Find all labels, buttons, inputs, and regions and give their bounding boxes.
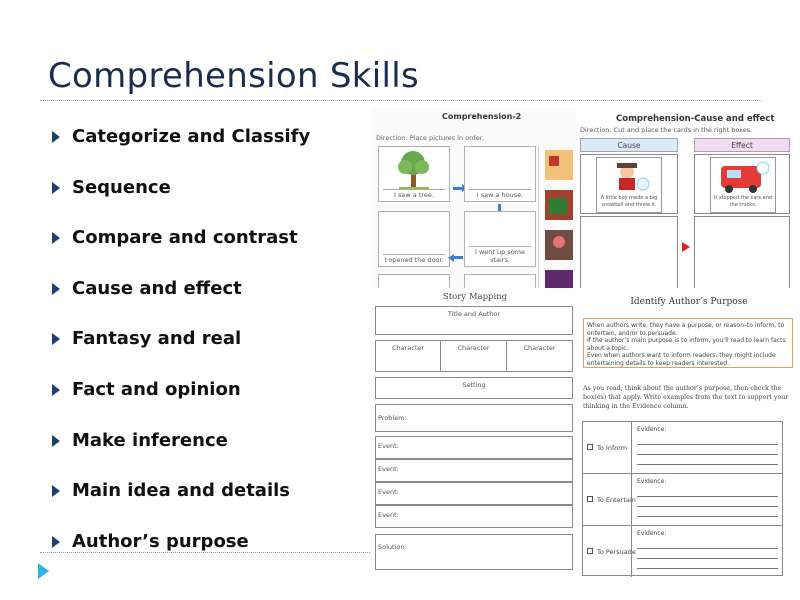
picture-strip: [538, 146, 578, 291]
skills-list: [50, 122, 310, 577]
evidence-label: Evidence:: [637, 478, 667, 485]
info-text: Even when authors want to inform readers, they might include entertaining details to keep readers interested.: [587, 352, 776, 367]
sequence-card: [464, 146, 536, 202]
skill-label: Categorize and Classify: [72, 126, 311, 147]
effect-card: [710, 157, 776, 213]
box-label: Title and Author: [447, 310, 501, 318]
solution-box: [375, 534, 573, 570]
bullet-arrow-icon: [52, 283, 60, 295]
effect-card-text: It stopped the cars and the trucks.: [713, 195, 773, 208]
corner-triangle-icon: [38, 563, 49, 579]
list-item: [50, 324, 310, 375]
instructions-text: As you read, think about the author’s purpose, then check the box(es) that apply. Write examples from the text to support your thinking in the Evidence column.: [583, 385, 789, 410]
skill-label: Compare and contrast: [72, 227, 298, 249]
evidence-label: Evidence:: [637, 530, 667, 537]
writing-line: [637, 548, 778, 549]
checkbox[interactable]: [587, 496, 593, 502]
column-divider: [631, 474, 632, 525]
list-item: [50, 426, 310, 477]
writing-line: [637, 444, 778, 445]
arrow-right-icon: [453, 187, 463, 190]
writing-line: [637, 464, 778, 465]
purpose-info-box: [583, 318, 793, 368]
slide-title: Comprehension Skills: [48, 56, 420, 96]
table-row: [583, 526, 782, 577]
character-box: [506, 340, 573, 372]
skill-label: Fact and opinion: [72, 378, 241, 400]
tree-icon: [379, 147, 449, 191]
skill-label: Main idea and details: [72, 480, 290, 502]
event-box: [375, 436, 573, 459]
box-label: Problem:: [378, 414, 407, 422]
writing-line: [637, 558, 778, 559]
problem-box: [375, 404, 573, 432]
bullet-arrow-icon: [52, 485, 60, 497]
worksheet-title: Story Mapping: [442, 292, 508, 302]
snowball-boy-icon: [597, 158, 661, 194]
sequence-caption: I went up some stairs.: [469, 246, 531, 264]
title-author-box: [375, 306, 573, 335]
box-label: Solution:: [378, 543, 407, 551]
box-label: Character: [391, 344, 425, 352]
sequence-caption: I opened the door.: [384, 256, 444, 264]
box-label: Character: [457, 344, 490, 352]
writing-line: [637, 454, 778, 455]
worksheet-title: Comprehension-Cause and effect: [616, 114, 775, 124]
sequence-card: [378, 146, 450, 202]
sequence-worksheet: [372, 108, 580, 293]
skill-label: Fantasy and real: [72, 328, 242, 350]
table-row: [583, 422, 782, 474]
cause-effect-worksheet: [576, 108, 800, 298]
cause-card-text: A little boy made a big snowball and threw it.: [600, 195, 658, 208]
purpose-option: To Inform: [597, 444, 628, 452]
writing-line: [637, 568, 778, 569]
info-text: When authors write, they have a purpose, or reason–to inform, to entertain, and/or to persuade.: [587, 322, 785, 337]
effect-header: Effect: [694, 138, 790, 152]
writing-line: [637, 496, 778, 497]
worksheet-direction: Direction: Cut and place the cards in the right boxes.: [580, 126, 753, 134]
bullet-arrow-icon: [52, 435, 60, 447]
evidence-label: Evidence:: [637, 426, 667, 433]
cause-header: Cause: [580, 138, 678, 152]
purpose-option: To Persuade: [597, 548, 636, 556]
skill-label: Author’s purpose: [72, 530, 249, 552]
purpose-table: [582, 421, 783, 576]
sequence-caption: I saw a tree.: [383, 189, 445, 199]
bullet-arrow-icon: [52, 131, 60, 143]
bullet-arrow-icon: [52, 182, 60, 194]
footer-divider: [40, 552, 370, 553]
writing-line: [637, 506, 778, 507]
box-label: Setting: [462, 381, 486, 389]
character-box: [440, 340, 507, 372]
column-divider: [631, 526, 632, 577]
story-map-worksheet: [370, 288, 580, 580]
list-item: [50, 476, 310, 527]
worksheet-title: Comprehension-2: [442, 112, 522, 121]
car-icon: [711, 158, 775, 194]
skill-label: Sequence: [72, 176, 171, 198]
info-text: If the author’s main purpose is to inform, you’ll read to learn facts about a topic.: [587, 337, 786, 352]
bullet-arrow-icon: [52, 384, 60, 396]
box-label: Event:: [378, 442, 399, 450]
bullet-arrow-icon: [52, 232, 60, 244]
box-label: Event:: [378, 465, 399, 473]
sequence-caption: I saw a house.: [469, 189, 531, 199]
event-box: [375, 482, 573, 505]
event-box: [375, 505, 573, 528]
worksheet-direction: Direction: Place pictures in order.: [376, 134, 484, 142]
box-label: Event:: [378, 511, 399, 519]
checkbox[interactable]: [587, 444, 593, 450]
purpose-option: To Entertain: [597, 496, 636, 504]
sequence-card: [378, 211, 450, 267]
bullet-arrow-icon: [52, 536, 60, 548]
effect-slot: [694, 216, 790, 296]
list-item: [50, 223, 310, 274]
event-box: [375, 459, 573, 482]
column-divider: [631, 422, 632, 473]
list-item: [50, 375, 310, 426]
skill-label: Cause and effect: [72, 277, 242, 299]
character-box: [375, 340, 441, 372]
list-item: [50, 274, 310, 325]
cause-slot: [580, 216, 678, 296]
worksheet-title: Identify Author’s Purpose: [630, 297, 748, 307]
sequence-card: [464, 211, 536, 267]
title-divider: [40, 100, 762, 101]
setting-box: [375, 377, 573, 399]
arrow-left-icon: [453, 256, 463, 259]
list-item: [50, 122, 310, 173]
cut-out-pictures-icon: [539, 146, 579, 291]
bullet-arrow-icon: [52, 333, 60, 345]
cause-card: [596, 157, 662, 213]
skill-label: Make inference: [72, 429, 228, 451]
box-label: Event:: [378, 488, 399, 496]
box-label: Character: [523, 344, 556, 352]
list-item: [50, 173, 310, 224]
author-purpose-worksheet: [578, 288, 800, 588]
red-arrow-icon: [682, 242, 690, 252]
writing-line: [637, 516, 778, 517]
checkbox[interactable]: [587, 548, 593, 554]
table-row: [583, 474, 782, 526]
